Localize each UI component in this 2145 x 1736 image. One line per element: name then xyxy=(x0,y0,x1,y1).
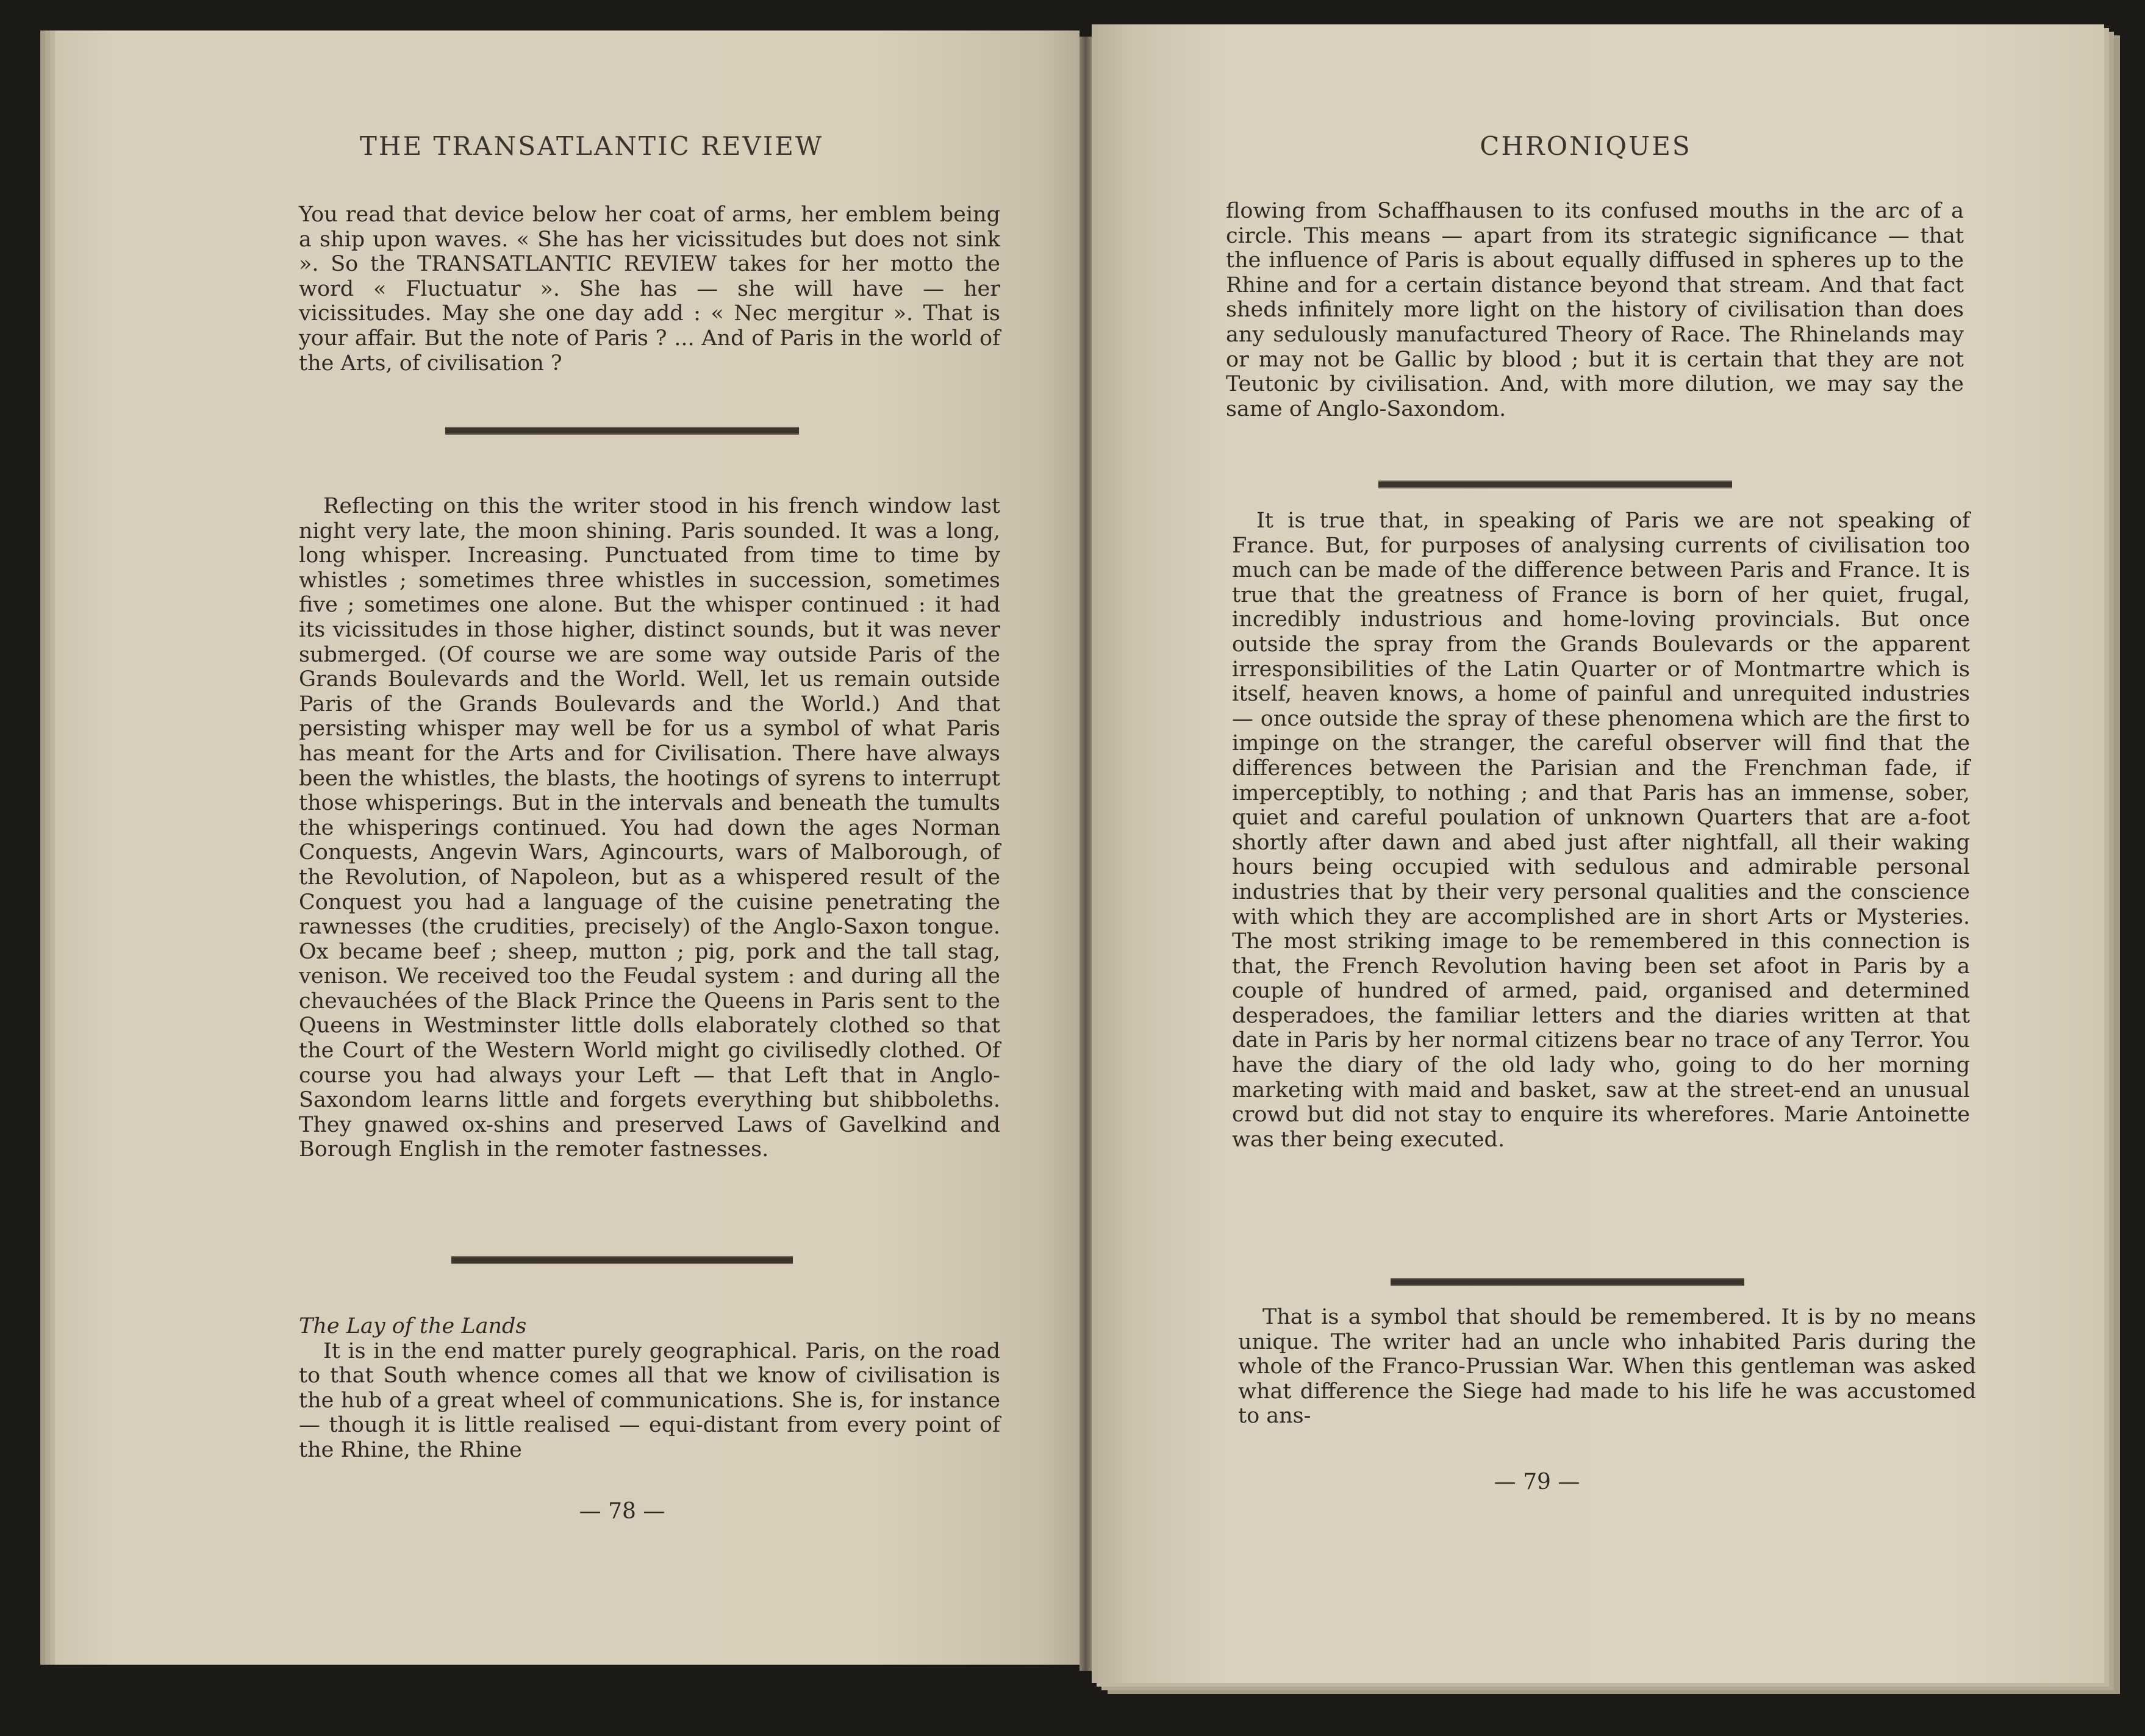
right-paragraph-3: That is a symbol that should be remembered. It is by no means unique. The writer had an uncle who inhabited Paris during the whole of the Franco-Prussian War. When this gentleman was asked what difference the Siege had made to his life he was accustomed to ans- xyxy=(1238,1305,1976,1429)
left-paragraph-1: You read that device below her coat of arms, her emblem being a ship upon waves. « She has her vicissitudes but does not sink ». So the TRANSATLANTIC REVIEW takes for her motto the word « Fluctuatur ». She has — she will have — her vicissitudes. May she one day add : « Nec mergitur ». That is your affair. But the note of Paris ? ... And of Paris in the world of the Arts, of civilisation ? xyxy=(299,202,1000,376)
right-closing xyxy=(1238,1305,1976,1429)
section-title-lay-of-the-lands: The Lay of the Lands xyxy=(299,1314,527,1338)
section-divider-1 xyxy=(445,427,799,435)
left-section xyxy=(299,1314,1000,1463)
right-body xyxy=(1232,509,1970,1152)
left-page xyxy=(55,30,1080,1665)
section-divider-2 xyxy=(451,1256,793,1264)
left-paragraph-3: It is in the end matter purely geographical. Paris, on the road to that South whence comes all that we know of civilisation is the hub of a great wheel of communications. She is, for instance — though it is little realised — equi-distant from every point of the Rhine, the Rhine xyxy=(299,1338,1000,1462)
right-page-number: — 79 — xyxy=(1494,1470,1580,1495)
book-gutter xyxy=(1080,37,1092,1671)
left-page-number: — 78 — xyxy=(579,1499,665,1524)
left-paragraph-2: Reflecting on this the writer stood in his french window last night very late, the moon shining. Paris sounded. It was a long, long whisper. Increasing. Punctuated from time to time by whistles ; sometimes three whistles in succession, sometimes five ; sometimes one alone. But the whisper continued : it had its vicissitudes in those higher, distinct sounds, but it was never submerged. (Of course we are some way outside Paris of the Grands Boulevards and the World. Well, let us remain outside Paris of the Grands Boulevards and the World.) And that persisting whisper may well be for us a symbol of what Paris has meant for the Arts and for Civilisation. There have always been the whistles, the blasts, the hootings of syrens to interrupt those whisperings. But in the intervals and beneath the tumults the whisperings continued. You had down the ages Norman Conquests, Angevin Wars, Agincourts, wars of Malborough, of the Revolution, of Napoleon, but as a whispered result of the Conquest you had a language of the cuisine penetrating the rawnesses (the crudities, precisely) of the Anglo-Saxon tongue. Ox became beef ; sheep, mutton ; pig, pork and the tall stag, venison. We received too the Feudal system : and during all the chevauchées of the Black Prince the Queens in Paris sent to the Queens in Westminster little dolls elaborately clothed so that the Court of the Western World might go civilisedly clothed. Of course you had always your Left — that Left that in Anglo-Saxondom learns little and forgets everything but shibboleths. They gnawed ox-shins and preserved Laws of Gavelkind and Borough English in the remoter fastnesses. xyxy=(299,494,1000,1162)
section-divider-4 xyxy=(1391,1278,1744,1286)
right-running-head: CHRONIQUES xyxy=(1480,131,1692,161)
right-opening xyxy=(1226,199,1964,421)
left-body xyxy=(299,494,1000,1162)
right-paragraph-1: flowing from Schaffhausen to its confused mouths in the arc of a circle. This means — apart from its strategic significance — that the influence of Paris is about equally diffused in spheres up to the Rhine and for a certain distance beyond that stream. And that fact sheds infinitely more light on the history of civilisation than does any sedulously manufactured Theory of Race. The Rhinelands may or may not be Gallic by blood ; but it is certain that they are not Teutonic by civilisation. And, with more dilution, we may say the same of Anglo-Saxondom. xyxy=(1226,199,1964,421)
right-paragraph-2: It is true that, in speaking of Paris we are not speaking of France. But, for purposes of analysing currents of civilisation too much can be made of the difference between Paris and France. It is true that the greatness of France is born of her quiet, frugal, incredibly industrious and home-loving provincials. But once outside the spray from the Grands Boulevards or the apparent irresponsibilities of the Latin Quarter or of Montmartre which is itself, heaven knows, a home of painful and unrequited industries — once outside the spray of these phenomena which are the first to impinge on the stranger, the careful observer will find that the differences between the Parisian and the Frenchman fade, if imperceptibly, to nothing ; and that Paris has an immense, sober, quiet and careful poulation of unknown Quarters that are a-foot shortly after dawn and abed just after nightfall, all their waking hours being occupied with sedulous and admirable personal industries that by their very personal qualities and the conscience with which they are accomplished are in short Arts or Mysteries. The most striking image to be remembered in this connection is that, the French Revolution having been set afoot in Paris by a couple of hundred of armed, paid, organised and determined desperadoes, the familiar letters and the diaries written at that date in Paris by her normal citizens bear no trace of any Terror. You have the diary of the old lady who, going to do her morning marketing with maid and basket, saw at the street-end an unusual crowd but did not stay to enquire its wherefores. Marie Antoinette was ther being executed. xyxy=(1232,509,1970,1152)
right-page xyxy=(1092,24,2104,1683)
left-opening-paragraph xyxy=(299,202,1000,376)
left-running-head: THE TRANSATLANTIC REVIEW xyxy=(359,131,824,161)
section-divider-3 xyxy=(1378,480,1732,488)
